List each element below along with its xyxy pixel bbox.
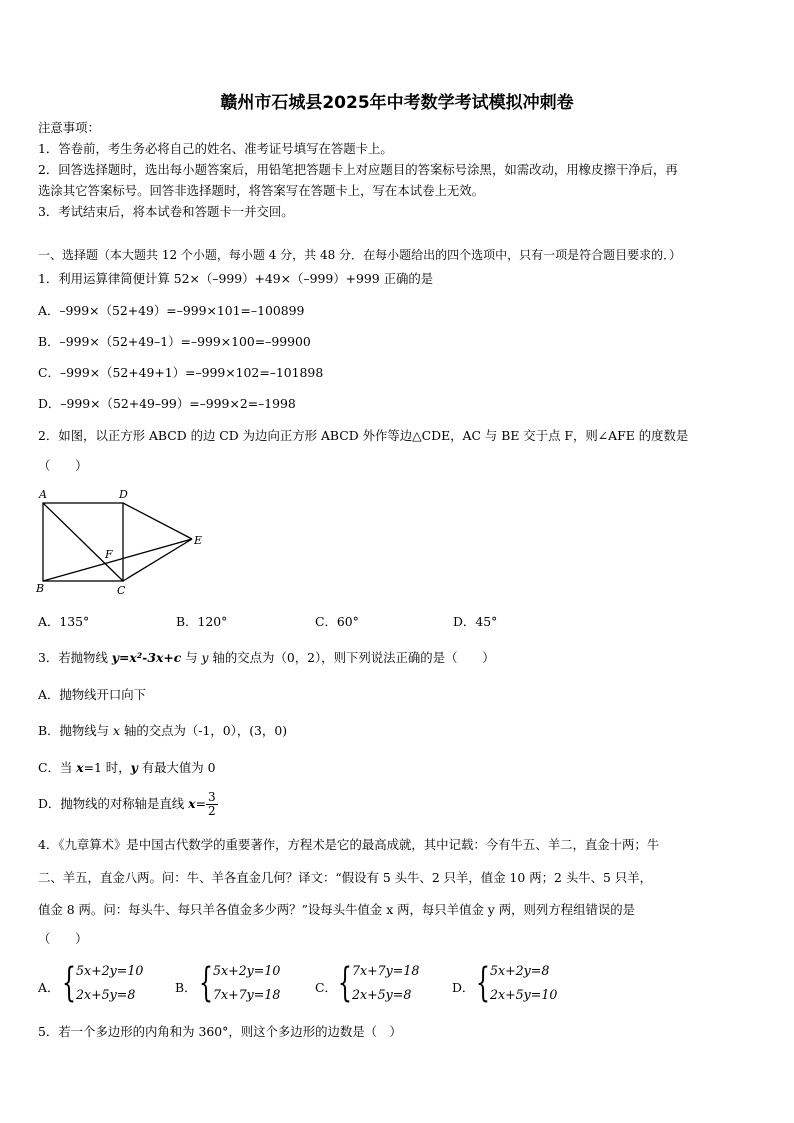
question-4-option-b-system: { 5x+2y=10 7x+7y=18 (199, 960, 281, 1006)
question-4-option-c-label: C． (315, 980, 337, 995)
segment-de (123, 503, 192, 539)
question-2-option-a: A．135° (38, 614, 90, 629)
question-4-line-2: 二、羊五，直金八两。问：牛、羊各直金几何？译文：“假设有 5 头牛、2 只羊，值金 10 两；2 头牛、5 只羊， (38, 870, 653, 885)
point-label-d: D (119, 488, 128, 501)
notes-heading: 注意事项： (38, 120, 100, 135)
question-4-line-1: 4．《九章算术》是中国古代数学的重要著作，方程术是它的最高成就，其中记载：今有牛五、羊二，直金十两；牛 (38, 837, 660, 852)
question-4-option-a-label: A． (38, 980, 60, 995)
segment-ce (123, 539, 192, 581)
segment-be (43, 539, 192, 581)
question-2-option-b: B．120° (176, 614, 228, 629)
question-3-option-b: B．抛物线与 x 轴的交点为（-1，0），(3，0) (38, 723, 288, 738)
question-5-stem: 5．若一个多边形的内角和为 360°，则这个多边形的边数是（ ） (38, 1024, 402, 1039)
parabola-equation: y=x²-3x+c (111, 650, 182, 665)
question-3-option-c: C．当 x=1 时，y 有最大值为 0 (38, 760, 216, 775)
question-1-stem: 1．利用运算律简便计算 52×（–999）+49×（–999）+999 正确的是 (38, 271, 434, 286)
page-title: 赣州市石城县2025年中考数学考试模拟冲刺卷 (220, 93, 574, 113)
question-2-option-d: D．45° (453, 614, 498, 629)
question-2-paren: （ ） (38, 458, 88, 473)
note-item-2-cont: 选涂其它答案标号。回答非选择题时，将答案写在答题卡上，写在本试卷上无效。 (38, 183, 485, 198)
question-2-figure (30, 484, 210, 598)
question-4-option-b-label: B． (175, 980, 197, 995)
point-label-f: F (105, 548, 113, 561)
question-4-option-a-system: { 5x+2y=10 2x+5y=8 (62, 960, 144, 1006)
question-1-option-b: B．–999×（52+49–1）=–999×100=–99900 (38, 334, 311, 349)
question-1-option-a: A．–999×（52+49）=–999×101=–100899 (38, 303, 305, 318)
section-heading: 一、选择题（本大题共 12 个小题，每小题 4 分，共 48 分．在每小题给出的四个选项中，只有一项是符合题目要求的．） (38, 248, 682, 262)
question-3-stem: 3．若抛物线 y=x²-3x+c 与 y 轴的交点为（0，2），则下列说法正确的是（ ） (38, 650, 495, 665)
question-2-stem: 2．如图，以正方形 ABCD 的边 CD 为边向正方形 ABCD 外作等边△CDE，AC 与 BE 交于点 F，则∠AFE 的度数是 (38, 428, 689, 443)
point-label-a: A (39, 488, 47, 501)
note-item-1: 1．答卷前，考生务必将自己的姓名、准考证号填写在答题卡上。 (38, 141, 393, 156)
question-4-option-d-system: { 5x+2y=8 2x+5y=10 (476, 960, 558, 1006)
point-label-b: B (36, 582, 45, 595)
point-label-e: E (194, 534, 203, 547)
question-4-option-c-system: { 7x+7y=18 2x+5y=8 (338, 960, 420, 1006)
fraction-three-halves: $\frac{3}{2}$ (207, 790, 216, 818)
question-4-option-d-label: D． (452, 980, 475, 995)
note-item-2: 2．回答选择题时，选出每小题答案后，用铅笔把答题卡上对应题目的答案标号涂黑，如需改动，用橡皮擦干净后，再 (38, 162, 678, 177)
question-4-line-3: 值金 8 两。问：每头牛、每只羊各值金多少两？”设每头牛值金 x 两，每只羊值金 y 两，则列方程组错误的是 (38, 902, 636, 917)
question-1-option-c: C．–999×（52+49+1）=–999×102=–101898 (38, 365, 324, 380)
note-item-3: 3．考试结束后，将本试卷和答题卡一并交回。 (38, 204, 294, 219)
question-3-option-d: D．抛物线的对称轴是直线 x= $\frac{3}{2}$ (38, 790, 216, 818)
question-1-option-d: D．–999×（52+49–99）=–999×2=–1998 (38, 396, 296, 411)
question-2-option-c: C．60° (315, 614, 359, 629)
question-3-option-a: A．抛物线开口向下 (38, 687, 147, 702)
point-label-c: C (117, 584, 126, 597)
question-4-paren: （ ） (38, 931, 88, 946)
